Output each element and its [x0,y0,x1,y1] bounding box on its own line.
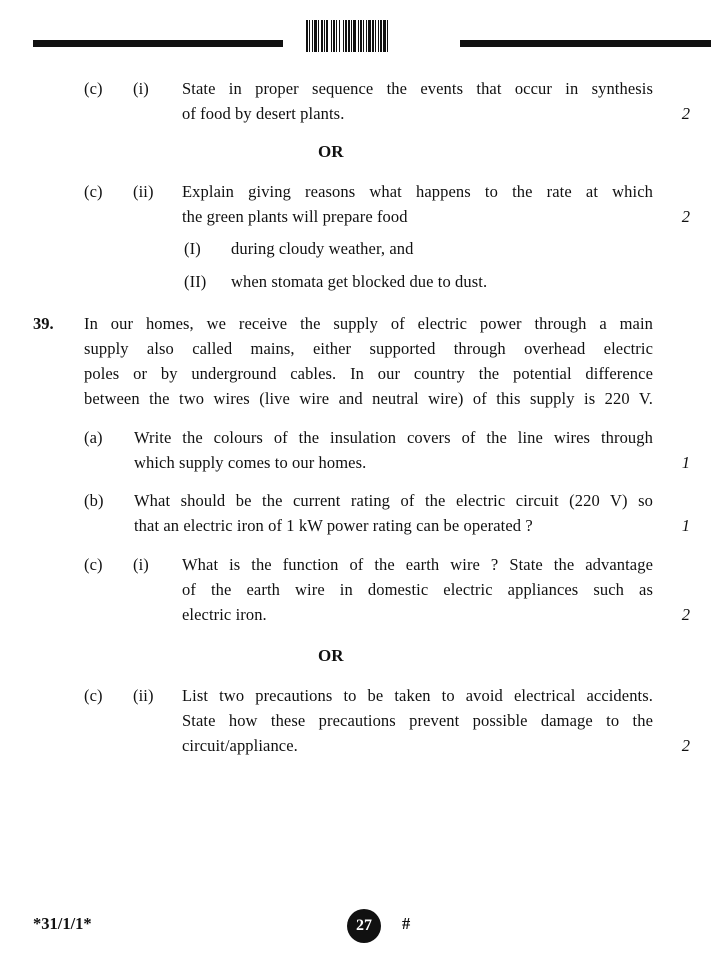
or-divider-2: OR [318,646,344,665]
barcode-stripe [368,20,371,52]
question-number: 39. [33,314,54,333]
header-rule-left [33,40,283,47]
barcode-stripe [324,20,325,52]
q39-b-label: (b) [84,491,104,510]
q39-c-ii-label: (c) [84,686,103,705]
q39-a-marks: 1 [681,453,690,472]
q39-c-i-label: (c) [84,555,103,574]
q39-intro-line: between the two wires (live wire and neutral wire) of this supply is 220 V. [84,389,653,408]
or-divider-1: OR [318,142,344,161]
barcode-stripe [378,20,379,52]
barcode-stripe [333,20,335,52]
barcode-stripe [336,20,337,52]
barcode-stripe [343,20,344,52]
barcode-stripe [339,20,340,52]
q39-c-ii-marks: 2 [681,736,690,755]
section-c-i-sub: (i) [133,79,149,98]
barcode-stripe [321,20,323,52]
barcode-stripe [345,20,347,52]
barcode-stripe [366,20,367,52]
barcode-stripe [314,20,317,52]
q39-c-i-marks: 2 [681,605,690,624]
section-c-i-label: (c) [84,79,103,98]
section-c-ii-label: (c) [84,182,103,201]
paper-code: *31/1/1* [33,914,92,933]
list-item-label: (I) [184,239,201,258]
barcode-stripe [351,20,352,52]
barcode-stripe [372,20,374,52]
q39-a-label: (a) [84,428,103,447]
barcode-stripe [375,20,376,52]
barcode-stripe [309,20,310,52]
section-c-ii-marks: 2 [681,207,690,226]
barcode-stripe [387,20,388,52]
barcode-stripe [312,20,313,52]
list-item-text: when stomata get blocked due to dust. [231,272,488,291]
barcode-stripe [363,20,364,52]
list-item-label: (II) [184,272,207,291]
section-c-i-line1: State in proper sequence the events that occur in synthesis [182,79,653,98]
q39-intro-line: poles or by underground cables. In our country the potential difference [84,364,653,383]
q39-c-i-sub: (i) [133,555,149,574]
q39-intro-line: In our homes, we receive the supply of electric power through a main [84,314,653,333]
hash-mark: # [402,914,411,933]
barcode-stripe [306,20,308,52]
barcode-stripe [360,20,362,52]
page-number: 27 [347,909,381,943]
q39-intro-line: supply also called mains, either supported through overhead electric [84,339,653,358]
q39-a-line1: Write the colours of the insulation covers of the line wires through [134,428,653,447]
q39-b-marks: 1 [681,516,690,535]
barcode-stripe [383,20,386,52]
q39-c-i-line3: electric iron. [182,605,267,624]
barcode-stripe [353,20,356,52]
barcode [306,20,438,52]
barcode-stripe [358,20,359,52]
q39-b-line2: that an electric iron of 1 kW power rating can be operated ? [134,516,533,535]
q39-b-line1: What should be the current rating of the electric circuit (220 V) so [134,491,653,510]
q39-c-ii-line3: circuit/appliance. [182,736,298,755]
barcode-stripe [326,20,328,52]
list-item-text: during cloudy weather, and [231,239,414,258]
q39-c-i-line2: of the earth wire in domestic electric appliances such as [182,580,653,599]
q39-c-ii-sub: (ii) [133,686,154,705]
barcode-stripe [380,20,382,52]
section-c-ii-sub: (ii) [133,182,154,201]
section-c-ii-line2: the green plants will prepare food [182,207,408,226]
q39-c-ii-line2: State how these precautions prevent possible damage to the [182,711,653,730]
barcode-stripe [348,20,350,52]
section-c-i-line2: of food by desert plants. [182,104,345,123]
q39-a-line2: which supply comes to our homes. [134,453,367,472]
section-c-i-marks: 2 [681,104,690,123]
barcode-stripe [318,20,319,52]
header-rule-right [460,40,711,47]
section-c-ii-line1: Explain giving reasons what happens to the rate at which [182,182,653,201]
q39-c-ii-line1: List two precautions to be taken to avoid electrical accidents. [182,686,653,705]
barcode-stripe [331,20,332,52]
q39-c-i-line1: What is the function of the earth wire ? State the advantage [182,555,653,574]
